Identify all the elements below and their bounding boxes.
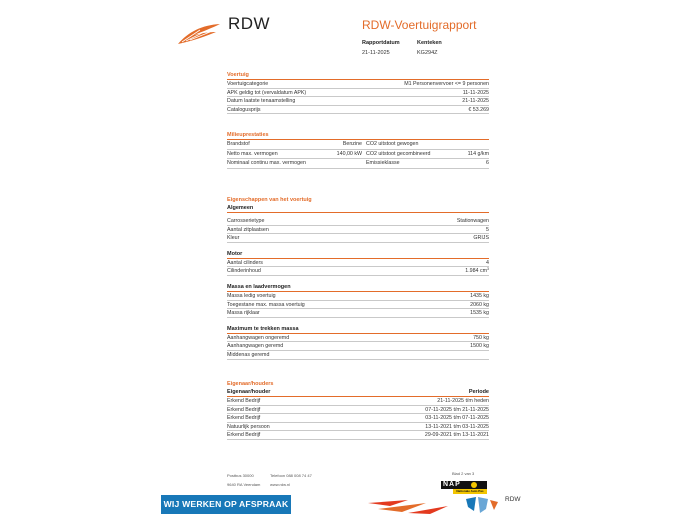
- nap-logo-text: NAP: [441, 481, 487, 489]
- period-cell: 21-11-2025 t/m heden: [437, 398, 489, 404]
- row-value: 114 g/km: [467, 150, 489, 157]
- plate-block: [417, 40, 442, 56]
- subsection-title: Maximum te trekken massa: [227, 326, 489, 334]
- period-column-header: Periode: [468, 389, 489, 395]
- nap-subtitle: Nationale Auto Pas: [453, 489, 487, 494]
- row-label: Catalogusprijs: [227, 106, 261, 113]
- footer-website-link[interactable]: www.rdw.nl: [270, 482, 291, 487]
- rdw-shield-icon: [464, 495, 500, 514]
- table-row: [227, 292, 489, 301]
- row-label: CO2 uitstoot gewogen: [366, 141, 419, 147]
- row-label: Netto max. vermogen: [227, 150, 278, 157]
- row-value-text: 1.984 cm: [465, 268, 488, 275]
- table-row: [227, 342, 489, 351]
- row-value: 1535 kg: [470, 310, 489, 317]
- row-label: Aantal cilinders: [227, 259, 263, 266]
- table-row: [227, 150, 489, 160]
- rdw-logo-text: RDW: [228, 14, 271, 33]
- row-value: [313, 159, 362, 168]
- footer-postbus: Postbus 30000: [227, 473, 254, 478]
- owner-column-header: Eigenaar/houder: [227, 389, 271, 395]
- row-label: CO2 uitstoot gecombineerd: [366, 150, 431, 157]
- period-cell: 03-11-2025 t/m 07-11-2025: [425, 415, 489, 422]
- table-row: [227, 226, 489, 235]
- table-row: [227, 259, 489, 268]
- owner-cell: Erkend Bedrijf: [227, 406, 261, 413]
- subsection-title: Algemeen: [227, 205, 489, 213]
- row-value: M1 Personenvervoer <= 9 personen: [404, 81, 489, 87]
- footer-city: 9640 RA Veendam: [227, 482, 261, 487]
- section-eigenschappen: [227, 197, 489, 360]
- table-row: [227, 97, 489, 106]
- row-label: Aanhangwagen ongeremd: [227, 334, 290, 341]
- row-label: Middenas geremd: [227, 351, 270, 358]
- table-row: [227, 267, 489, 276]
- row-value: 140,00 kW: [336, 150, 362, 157]
- section-eigenaar-houders: [227, 381, 489, 440]
- table-row: [227, 309, 489, 318]
- row-value: € 53.269: [468, 106, 489, 113]
- unit-superscript: 3: [487, 267, 489, 272]
- table-row: [227, 301, 489, 310]
- row-label: Massa ledig voertuig: [227, 292, 276, 299]
- section-title: Voertuig: [227, 72, 489, 80]
- table-row: [227, 406, 489, 415]
- section-title: Eigenaar/houders: [227, 381, 274, 387]
- subsection-title: Massa en laadvermogen: [227, 284, 489, 292]
- table-row: [227, 140, 489, 150]
- table-row: [227, 334, 489, 343]
- table-row: [227, 423, 489, 432]
- period-cell: 07-11-2025 t/m 21-11-2025: [425, 406, 489, 413]
- row-label: Datum laatste tenaamstelling: [227, 98, 296, 105]
- footer-address: [227, 471, 260, 489]
- owner-cell: Natuurlijk persoon: [227, 423, 270, 430]
- nap-logo: [441, 481, 487, 494]
- row-value: 2060 kg: [470, 301, 489, 308]
- row-label: Voertuigcategorie: [227, 81, 269, 87]
- row-value: 750 kg: [473, 334, 489, 341]
- table-row: [227, 80, 489, 89]
- page-number: Blad 2 van 3: [452, 471, 475, 476]
- row-label: Aanhangwagen geremd: [227, 343, 284, 350]
- row-label: Cilinderinhoud: [227, 268, 261, 275]
- nap-dot-icon: [471, 482, 477, 488]
- owner-cell: Erkend Bedrijf: [227, 432, 261, 439]
- row-value: 11-11-2025: [462, 89, 489, 96]
- section-voertuig: [227, 72, 489, 114]
- period-cell: 29-09-2021 t/m 13-11-2021: [424, 432, 489, 439]
- row-label: Emissieklasse: [366, 160, 400, 167]
- report-title: RDW-Voertuigrapport: [362, 18, 477, 32]
- table-row: [227, 397, 489, 406]
- footer-contact: [270, 471, 312, 489]
- table-row: [227, 351, 489, 360]
- row-value: 21-11-2025: [462, 98, 489, 105]
- row-value: 6: [486, 160, 489, 167]
- table-row: [227, 234, 489, 243]
- section-title: Eigenschappen van het voertuig: [227, 197, 312, 203]
- row-label: Aantal zitplaatsen: [227, 226, 269, 233]
- owner-table-header: [227, 389, 489, 397]
- plate-label: Kenteken: [417, 40, 442, 46]
- row-label: Massa rijklaar: [227, 310, 260, 317]
- row-value: 4: [486, 259, 489, 266]
- owner-cell: Erkend Bedrijf: [227, 415, 261, 422]
- owner-cell: Erkend Bedrijf: [227, 398, 261, 404]
- appointment-banner: WIJ WERKEN OP AFSPRAAK: [161, 495, 291, 514]
- table-row: [227, 106, 489, 115]
- table-row: [227, 431, 489, 440]
- table-row: [227, 414, 489, 423]
- report-date-label: Rapportdatum: [362, 40, 400, 46]
- row-label: Carrosserietype: [227, 218, 265, 224]
- row-value: 1435 kg: [470, 292, 489, 299]
- table-row: [227, 217, 489, 226]
- subsection-title: Motor: [227, 251, 489, 259]
- row-label: Kleur: [227, 235, 240, 242]
- table-row: [227, 89, 489, 98]
- plate-value: KG294Z: [417, 50, 438, 56]
- row-label: APK geldig tot (vervaldatum APK): [227, 89, 307, 96]
- rdw-feather-logo-icon: [176, 22, 222, 46]
- section-title: Milieuprestaties: [227, 132, 489, 140]
- report-date-value: 21-11-2025: [362, 50, 390, 56]
- row-value: Stationwagen: [456, 218, 489, 224]
- row-value: Benzine: [342, 141, 362, 147]
- row-value: [442, 140, 489, 149]
- rdw-stripes-icon: [368, 497, 458, 514]
- footer-phone: Telefoon 088 008 74 47: [270, 473, 312, 478]
- section-milieuprestaties: [227, 132, 489, 169]
- row-value: 1500 kg: [470, 343, 489, 350]
- row-label: Brandstof: [227, 141, 250, 147]
- period-cell: 13-11-2021 t/m 03-11-2025: [425, 423, 489, 430]
- rdw-small-logo: RDW: [505, 496, 521, 503]
- table-row: [227, 159, 489, 169]
- row-value: [465, 267, 489, 275]
- report-date-block: [362, 40, 400, 56]
- row-value: 5: [486, 226, 489, 233]
- row-value: GRIJS: [473, 235, 489, 242]
- row-label: Toegestane max. massa voertuig: [227, 301, 305, 308]
- row-label: Nominaal continu max. vermogen: [227, 160, 306, 167]
